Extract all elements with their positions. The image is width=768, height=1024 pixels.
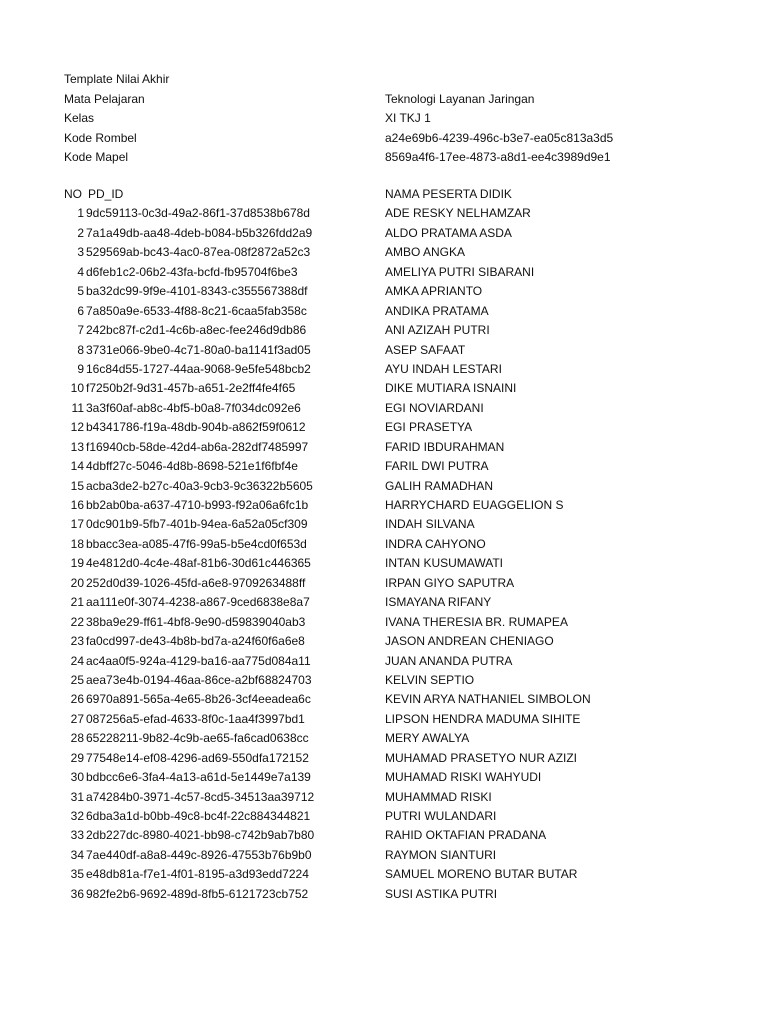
row-number: 34: [70, 847, 84, 862]
row-pd-id: aa111e0f-3074-4238-a867-9ced6838e8a7: [86, 595, 310, 610]
table-row: [64, 554, 704, 573]
row-student-name: ALDO PRATAMA ASDA: [385, 225, 512, 240]
row-student-name: KELVIN SEPTIO: [385, 672, 475, 687]
table-row: [64, 302, 704, 321]
table-row: [64, 613, 704, 632]
table-row: [64, 379, 704, 398]
row-student-name: AYU INDAH LESTARI: [385, 361, 502, 376]
row-student-name: RAHID OKTAFIAN PRADANA: [385, 828, 547, 843]
row-pd-id: bb2ab0ba-a637-4710-b993-f92a06a6fc1b: [86, 498, 309, 512]
table-row: [64, 729, 704, 748]
table-row: [64, 574, 704, 593]
row-student-name: ISMAYANA RIFANY: [385, 595, 492, 610]
row-number: 29: [70, 750, 84, 765]
row-student-name: ASEP SAFAAT: [385, 342, 466, 357]
table-row: [64, 204, 704, 223]
header-pd-id: PD_ID: [88, 187, 124, 201]
row-pd-id: 6970a891-565a-4e65-8b26-3cf4eeadea6c: [86, 692, 311, 707]
row-student-name: ANDIKA PRATAMA: [385, 303, 489, 318]
meta-row-kode-rombel: [64, 129, 704, 149]
row-pd-id: 77548e14-ef08-4296-ad69-550dfa172152: [86, 750, 309, 765]
row-student-name: JASON ANDREAN CHENIAGO: [385, 634, 554, 649]
row-pd-id: 087256a5-efad-4633-8f0c-1aa4f3997bd1: [86, 711, 305, 726]
row-number: 30: [70, 770, 84, 785]
document-header: [64, 70, 704, 168]
row-student-name: AMBO ANGKA: [385, 245, 466, 260]
table-row: [64, 632, 704, 651]
table-body: [64, 204, 704, 904]
row-student-name: HARRYCHARD EUAGGELION S: [385, 498, 564, 512]
table-row: [64, 321, 704, 340]
table-row: [64, 438, 704, 457]
row-student-name: FARID IBDURAHMAN: [385, 439, 505, 454]
row-number: 22: [70, 614, 84, 629]
row-number: 2: [77, 225, 84, 240]
row-pd-id: 3a3f60af-ab8c-4bf5-b0a8-7f034dc092e6: [86, 400, 301, 415]
row-student-name: SAMUEL MORENO BUTAR BUTAR: [385, 867, 578, 882]
table-row: [64, 710, 704, 729]
table-row: [64, 535, 704, 554]
row-student-name: IRPAN GIYO SAPUTRA: [385, 575, 515, 590]
row-number: 33: [70, 828, 84, 843]
row-pd-id: 242bc87f-c2d1-4c6b-a8ec-fee246d9db86: [86, 323, 307, 338]
row-number: 19: [70, 556, 84, 571]
row-pd-id: aea73e4b-0194-46aa-86ce-a2bf68824703: [86, 672, 312, 687]
table-row: [64, 477, 704, 496]
row-pd-id: b4341786-f19a-48db-904b-a862f59f0612: [86, 420, 306, 435]
row-pd-id: 982fe2b6-9692-489d-8fb5-6121723cb752: [86, 886, 309, 901]
meta-label: Kelas: [64, 111, 95, 125]
row-number: 4: [77, 264, 84, 279]
row-pd-id: 3731e066-9be0-4c71-80a0-ba1141f3ad05: [86, 342, 311, 357]
row-student-name: INTAN KUSUMAWATI: [385, 556, 503, 571]
meta-value: 8569a4f6-17ee-4873-a8d1-ee4c3989d9e1: [385, 150, 611, 164]
row-number: 25: [70, 672, 84, 687]
row-number: 32: [70, 809, 84, 823]
row-student-name: RAYMON SIANTURI: [385, 847, 497, 862]
row-pd-id: f16940cb-58de-42d4-ab6a-282df7485997: [86, 439, 309, 454]
table-row: [64, 768, 704, 787]
row-student-name: MUHAMAD PRASETYO NUR AZIZI: [385, 750, 578, 765]
table-row: [64, 496, 704, 515]
row-pd-id: 38ba9e29-ff61-4bf8-9e90-d59839040ab3: [86, 614, 306, 629]
document-title-row: [64, 70, 704, 90]
table-row: [64, 788, 704, 807]
row-pd-id: bbacc3ea-a085-47f6-99a5-b5e4cd0f653d: [86, 536, 307, 551]
row-number: 27: [70, 711, 84, 726]
meta-label: Kode Mapel: [64, 150, 129, 164]
row-number: 15: [70, 478, 84, 493]
meta-value: Teknologi Layanan Jaringan: [385, 91, 535, 106]
row-pd-id: ac4aa0f5-924a-4129-ba16-aa775d084a11: [86, 653, 311, 668]
header-no: NO: [64, 187, 82, 201]
row-pd-id: 7a850a9e-6533-4f88-8c21-6caa5fab358c: [86, 303, 307, 318]
row-pd-id: 0dc901b9-5fb7-401b-94ea-6a52a05cf309: [86, 517, 308, 532]
table-header-row: [64, 185, 704, 204]
meta-label: Mata Pelajaran: [64, 91, 145, 106]
row-student-name: INDRA CAHYONO: [385, 536, 486, 551]
table-row: [64, 807, 704, 826]
header-student-name: NAMA PESERTA DIDIK: [385, 187, 512, 201]
row-pd-id: a74284b0-3971-4c57-8cd5-34513aa39712: [86, 789, 315, 804]
student-table: [64, 185, 704, 904]
row-student-name: DIKE MUTIARA ISNAINI: [385, 381, 517, 396]
table-row: [64, 826, 704, 845]
row-number: 20: [70, 575, 84, 590]
row-number: 17: [70, 517, 84, 532]
meta-row-kelas: [64, 109, 704, 129]
table-row: [64, 671, 704, 690]
table-row: [64, 282, 704, 301]
row-number: 3: [77, 245, 84, 260]
row-number: 36: [70, 886, 84, 901]
row-number: 11: [71, 400, 84, 415]
row-number: 12: [70, 420, 84, 435]
row-student-name: IVANA THERESIA BR. RUMAPEA: [385, 614, 568, 629]
row-number: 7: [77, 323, 84, 338]
row-student-name: ADE RESKY NELHAMZAR: [385, 206, 531, 221]
row-student-name: EGI PRASETYA: [385, 420, 473, 435]
table-row: [64, 457, 704, 476]
table-row: [64, 360, 704, 379]
row-number: 10: [70, 381, 84, 396]
row-number: 6: [77, 303, 84, 318]
row-number: 5: [77, 284, 84, 299]
row-number: 13: [70, 439, 84, 454]
row-pd-id: 2db227dc-8980-4021-bb98-c742b9ab7b80: [86, 828, 315, 843]
row-pd-id: 4dbff27c-5046-4d8b-8698-521e1f6fbf4e: [86, 459, 298, 474]
row-pd-id: 529569ab-bc43-4ac0-87ea-08f2872a52c3: [86, 245, 311, 260]
row-student-name: AMELIYA PUTRI SIBARANI: [385, 264, 535, 279]
row-number: 1: [77, 206, 84, 221]
row-pd-id: 16c84d55-1727-44aa-9068-9e5fe548bcb2: [86, 361, 311, 376]
row-number: 8: [77, 342, 84, 357]
row-number: 16: [70, 498, 84, 512]
row-student-name: FARIL DWI PUTRA: [385, 459, 489, 474]
row-number: 28: [70, 731, 84, 746]
table-row: [64, 593, 704, 612]
document-title: Template Nilai Akhir: [64, 72, 170, 86]
table-row: [64, 515, 704, 534]
table-row: [64, 885, 704, 904]
row-number: 9: [77, 361, 84, 376]
meta-row-kode-mapel: [64, 148, 704, 168]
row-student-name: MUHAMMAD RISKI: [385, 789, 492, 804]
row-number: 21: [70, 595, 84, 610]
table-row: [64, 846, 704, 865]
row-student-name: MERY AWALYA: [385, 731, 470, 746]
row-pd-id: 65228211-9b82-4c9b-ae65-fa6cad0638cc: [86, 731, 309, 746]
row-student-name: KEVIN ARYA NATHANIEL SIMBOLON: [385, 692, 591, 707]
row-pd-id: f7250b2f-9d31-457b-a651-2e2ff4fe4f65: [86, 381, 296, 396]
row-pd-id: fa0cd997-de43-4b8b-bd7a-a24f60f6a6e8: [86, 634, 305, 649]
row-student-name: EGI NOVIARDANI: [385, 400, 484, 415]
table-row: [64, 341, 704, 360]
row-student-name: LIPSON HENDRA MADUMA SIHITE: [385, 711, 581, 726]
row-student-name: MUHAMAD RISKI WAHYUDI: [385, 770, 542, 785]
row-pd-id: 6dba3a1d-b0bb-49c8-bc4f-22c884344821: [86, 809, 311, 823]
row-pd-id: ba32dc99-9f9e-4101-8343-c355567388df: [86, 284, 308, 299]
row-pd-id: 7a1a49db-aa48-4deb-b084-b5b326fdd2a9: [86, 225, 313, 240]
row-student-name: SUSI ASTIKA PUTRI: [385, 886, 498, 901]
row-number: 24: [70, 653, 84, 668]
table-row: [64, 399, 704, 418]
row-pd-id: 252d0d39-1026-45fd-a6e8-9709263488ff: [86, 575, 306, 590]
meta-row-mata-pelajaran: [64, 90, 704, 110]
row-student-name: ANI AZIZAH PUTRI: [385, 323, 490, 338]
table-row: [64, 243, 704, 262]
table-row: [64, 749, 704, 768]
row-pd-id: d6feb1c2-06b2-43fa-bcfd-fb95704f6be3: [86, 264, 298, 279]
row-number: 26: [70, 692, 84, 707]
row-student-name: AMKA APRIANTO: [385, 284, 483, 299]
row-student-name: GALIH RAMADHAN: [385, 478, 494, 493]
row-number: 23: [70, 634, 84, 649]
meta-value: XI TKJ 1: [385, 111, 431, 125]
row-pd-id: acba3de2-b27c-40a3-9cb3-9c36322b5605: [86, 478, 313, 493]
row-pd-id: 4e4812d0-4c4e-48af-81b6-30d61c446365: [86, 556, 311, 571]
table-row: [64, 263, 704, 282]
row-pd-id: 7ae440df-a8a8-449c-8926-47553b76b9b0: [86, 847, 312, 862]
row-number: 18: [70, 536, 84, 551]
row-pd-id: 9dc59113-0c3d-49a2-86f1-37d8538b678d: [86, 206, 310, 221]
table-row: [64, 690, 704, 709]
row-pd-id: bdbcc6e6-3fa4-4a13-a61d-5e1449e7a139: [86, 770, 311, 785]
meta-label: Kode Rombel: [64, 130, 137, 145]
meta-value: a24e69b6-4239-496c-b3e7-ea05c813a3d5: [385, 130, 614, 145]
row-pd-id: e48db81a-f7e1-4f01-8195-a3d93edd7224: [86, 867, 309, 882]
table-row: [64, 865, 704, 884]
row-number: 14: [70, 459, 84, 474]
row-student-name: PUTRI WULANDARI: [385, 809, 497, 823]
table-row: [64, 418, 704, 437]
row-number: 35: [70, 867, 84, 882]
table-row: [64, 652, 704, 671]
row-student-name: JUAN ANANDA PUTRA: [385, 653, 513, 668]
row-number: 31: [70, 789, 84, 804]
row-student-name: INDAH SILVANA: [385, 517, 475, 532]
table-row: [64, 224, 704, 243]
